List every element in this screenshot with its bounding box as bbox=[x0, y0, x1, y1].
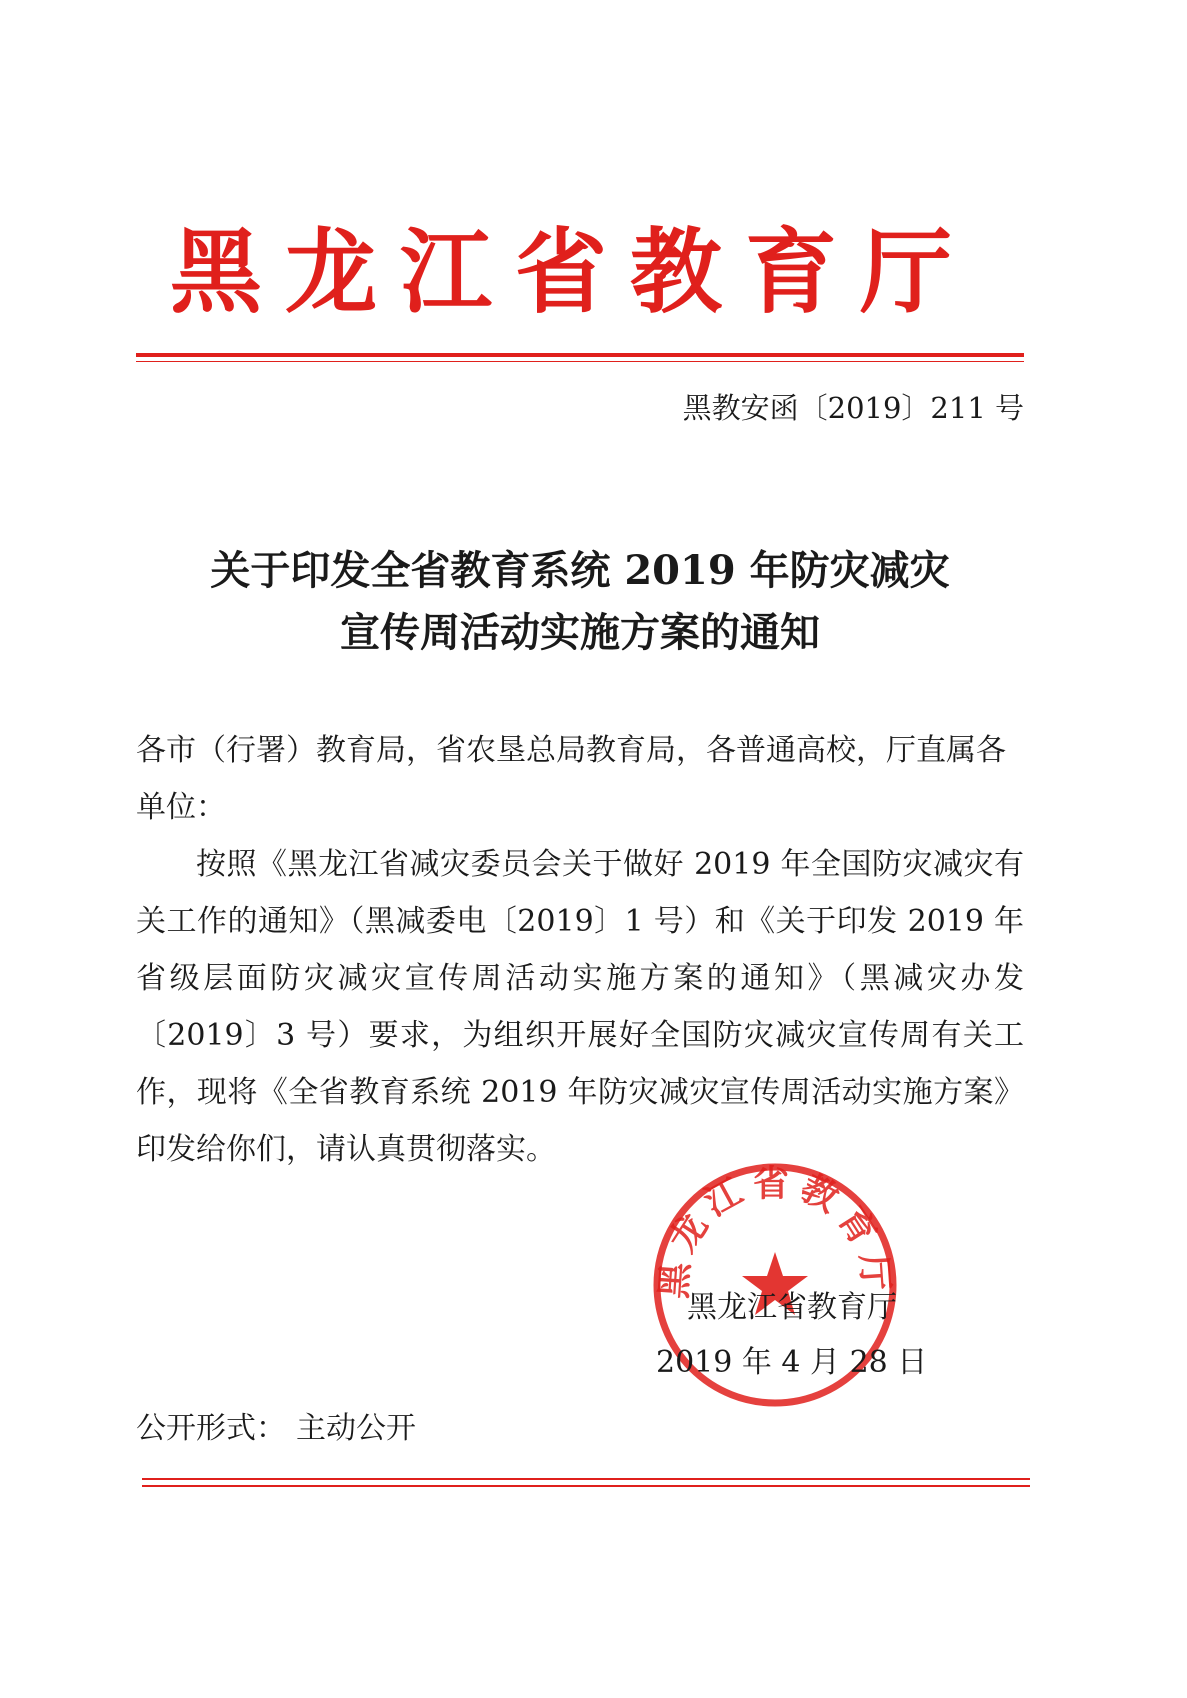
document-title-line1: 关于印发全省教育系统 2019 年防灾减灾 bbox=[210, 547, 950, 594]
disclosure-label: 公开形式： bbox=[136, 1411, 286, 1446]
masthead-title: 黑龙江省教育厅 bbox=[170, 219, 976, 326]
addressee: 各市（行署）教育局，省农垦总局教育局，各普通高校，厅直属各单位： bbox=[136, 733, 1006, 825]
body-paragraph: 按照《黑龙江省减灾委员会关于做好 2019 年全国防灾减灾有关工作的通知》（黑减委电〔2019〕1 号）和《关于印发 2019 年省级层面防灾减灾宣传周活动实施方案的通知》（黑减灾办发〔2019〕3 号）要求，为组织开展好全国防灾减灾宣传周有关工作，现将《全省教育系统 2019 年防灾减灾宣传周活动实施方案》印发给你们，请认真贯彻落实。 bbox=[136, 847, 1024, 1167]
document-number: 黑教安函〔2019〕211 号 bbox=[682, 391, 1024, 425]
disclosure-line bbox=[136, 1409, 536, 1449]
masthead-rule bbox=[136, 353, 1024, 357]
document-title bbox=[136, 540, 1024, 664]
document-body bbox=[136, 722, 1024, 1178]
disclosure-value: 主动公开 bbox=[296, 1411, 416, 1446]
svg-text:黑龙江省教育厅: 黑龙江省教育厅 bbox=[653, 1163, 897, 1300]
footer-rule bbox=[142, 1478, 1030, 1480]
issuer-name: 黑龙江省教育厅 bbox=[687, 1290, 897, 1325]
issue-date: 2019 年 4 月 28 日 bbox=[656, 1345, 928, 1380]
document-title-line2: 宣传周活动实施方案的通知 bbox=[340, 609, 820, 656]
